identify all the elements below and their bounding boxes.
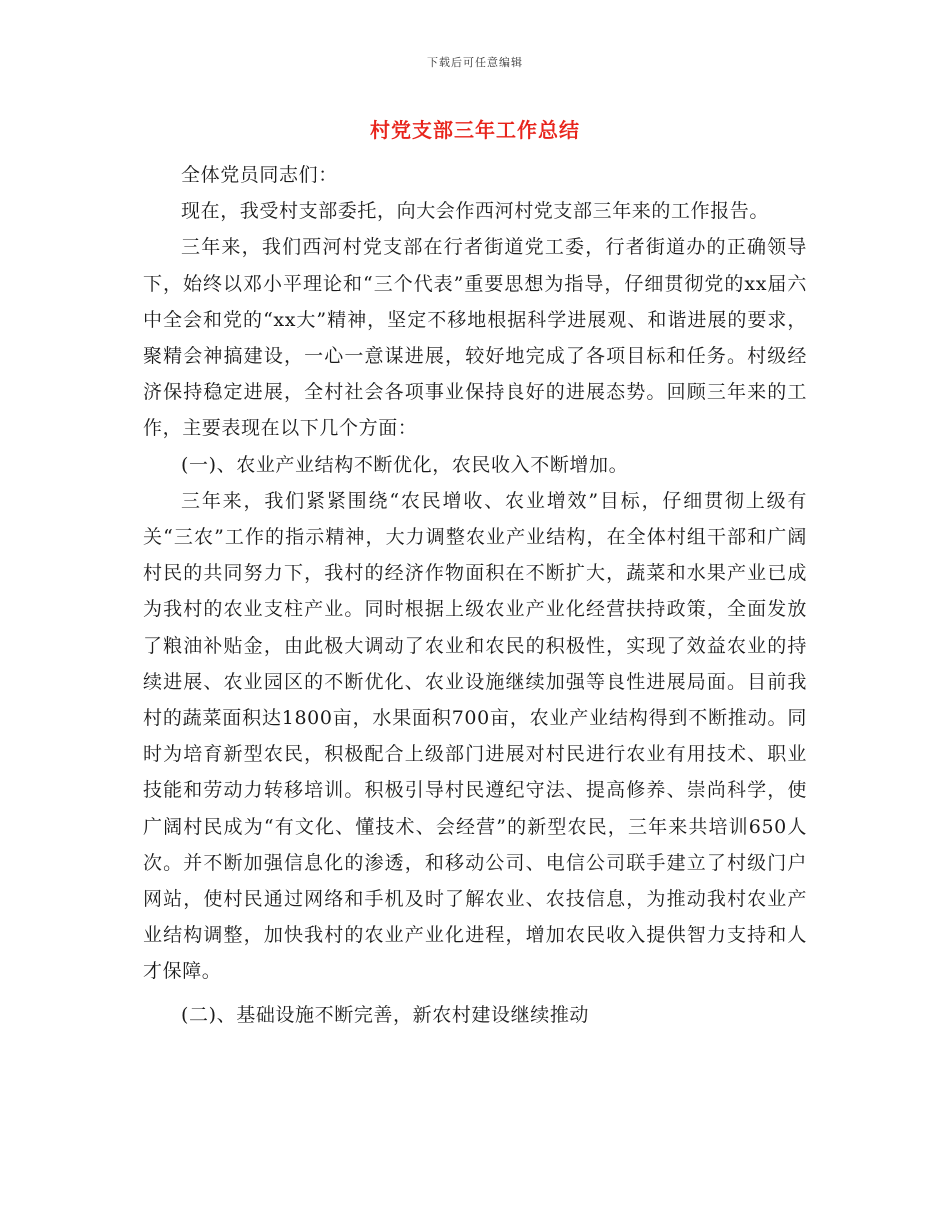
overview-paragraph: 三年来，我们西河村党支部在行者街道党工委，行者街道办的正确领导下，始终以邓小平理论和“三个代表”重要思想为指导，仔细贯彻党的xx届六中全会和党的“xx大”精神，坚定不移地根据科学进展观、和谐进展的要求，聚精会神搞建设，一心一意谋进展，较好地完成了各项目标和任务。村级经济保持稳定进展，全村社会各项事业保持良好的进展态势。回顾三年来的工作，主要表现在以下几个方面： xyxy=(143,236,807,440)
document-body xyxy=(143,157,807,1033)
salutation-paragraph: 全体党员同志们： xyxy=(181,164,338,186)
section-2-heading: (二)、基础设施不断完善，新农村建设继续推动 xyxy=(181,1003,590,1026)
document-title: 村党支部三年工作总结 xyxy=(370,118,580,142)
section-1-heading: (一)、农业产业结构不断优化，农民收入不断增加。 xyxy=(181,453,629,476)
section-1-body: 三年来，我们紧紧围绕“农民增收、农业增效”目标，仔细贯彻上级有关“三农”工作的指示精神，大力调整农业产业结构，在全体村组干部和广阔村民的共同努力下，我村的经济作物面积在不断扩大，蔬菜和水果产业已成为我村的农业支柱产业。同时根据上级农业产业化经营扶持政策，全面发放了粮油补贴金，由此极大调动了农业和农民的积极性，实现了效益农业的持续进展、农业园区的不断优化、农业设施继续加强等良性进展局面。目前我村的蔬菜面积达1800亩，水果面积700亩，农业产业结构得到不断推动。同时为培育新型农民，积极配合上级部门进展对村民进行农业有用技术、职业技能和劳动力转移培训。积极引导村民遵纪守法、提高修养、崇尚科学，使广阔村民成为“有文化、懂技术、会经营”的新型农民，三年来共培训650人次。并不断加强信息化的渗透，和移动公司、电信公司联手建立了村级门户网站，使村民通过网络和手机及时了解农业、农技信息，为推动我村农业产业结构调整，加快我村的农业产业化进程，增加农民收入提供智力支持和人才保障。 xyxy=(143,489,807,983)
intro-paragraph: 现在，我受村支部委托，向大会作西河村党支部三年来的工作报告。 xyxy=(181,200,770,223)
header-note: 下载后可任意编辑 xyxy=(427,56,523,69)
